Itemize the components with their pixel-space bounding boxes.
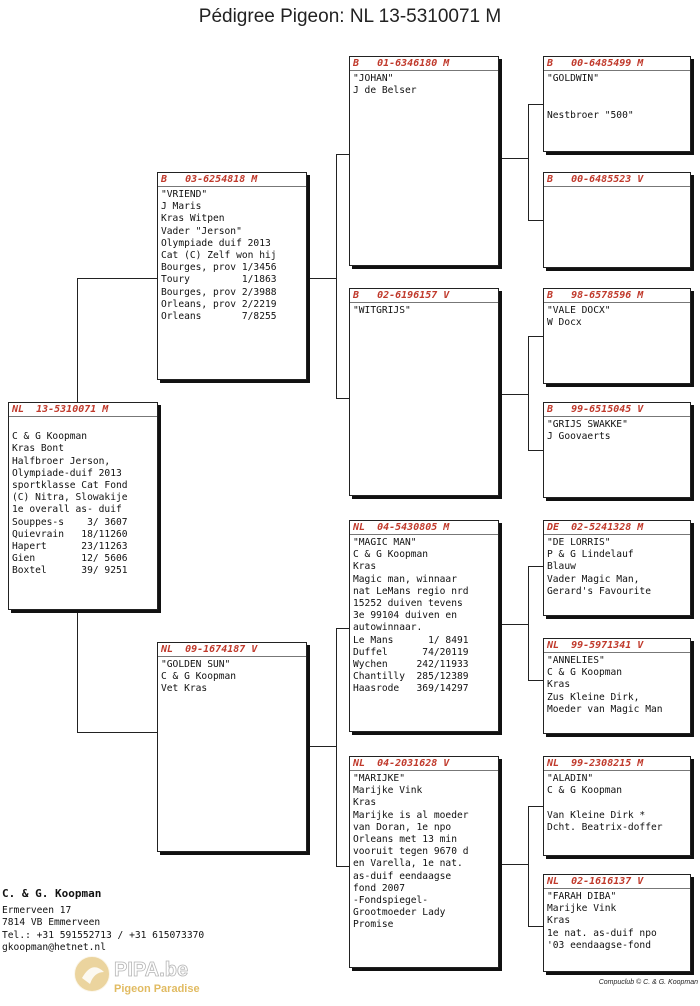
breeder-phone: Tel.: +31 591552713 / +31 615073370: [2, 929, 205, 941]
watermark-tagline: Pigeon Paradise: [114, 983, 200, 995]
pigeon-details: [158, 187, 306, 323]
pigeon-detail-line: "GOLDEN SUN": [161, 659, 231, 670]
pigeon-card-dam: [157, 642, 307, 852]
pigeon-detail-line: Haasrode 369/14297: [353, 683, 469, 695]
pigeon-detail-line: Souppes-s 3/ 3607: [12, 516, 128, 528]
pigeon-detail-line: "JOHAN": [353, 73, 394, 84]
pigeon-detail-line: Moeder van Magic Man: [547, 703, 663, 715]
connector: [528, 566, 543, 567]
pigeon-detail-line: 15252 duiven tevens: [353, 598, 463, 610]
pigeon-details: [544, 889, 690, 952]
pigeon-details: [350, 535, 498, 696]
pigeon-detail-line: autowinnaar.: [353, 622, 423, 634]
pigeon-card-ds-dam: [543, 638, 691, 734]
pigeon-detail-line: [547, 97, 687, 109]
pigeon-detail-line: "ANNELIES": [547, 655, 605, 666]
pigeon-detail-line: "WITGRIJS": [353, 305, 411, 316]
pigeon-detail-line: Boxtel 39/ 9251: [12, 565, 128, 577]
connector: [528, 566, 529, 680]
pigeon-detail-line: 3e 99104 duiven en: [353, 610, 457, 622]
pigeon-detail-line: Orleans 7/8255: [161, 311, 277, 323]
connector: [336, 398, 349, 399]
breeder-info: [2, 888, 204, 955]
pigeon-detail-line: nat LeMans regio nrd: [353, 585, 469, 597]
connector: [336, 628, 349, 629]
connector: [528, 104, 529, 220]
pigeon-details: [544, 303, 690, 329]
pigeon-detail-line: fond 2007: [353, 882, 405, 894]
pigeon-detail-line: Kras: [353, 561, 377, 573]
connector: [502, 624, 528, 625]
pigeon-detail-line: Wychen 242/11933: [353, 659, 469, 671]
pigeon-detail-line: 1e overall as- duif: [12, 504, 122, 516]
page-title: Pédigree Pigeon: NL 13-5310071 M: [198, 6, 502, 27]
connector: [309, 278, 336, 279]
pigeon-card-sd-dam: [543, 402, 691, 498]
pigeon-detail-line: Cat (C) Zelf won hij: [161, 250, 277, 262]
pigeon-detail-line: Marijke Vink: [547, 903, 617, 915]
pigeon-detail-line: Chantilly 285/12389: [353, 671, 469, 683]
connector: [77, 732, 157, 733]
pigeon-detail-line: sportklasse Cat Fond: [12, 480, 128, 492]
pigeon-detail-line: Grootmoeder Lady: [353, 907, 446, 919]
ring-number: B 02-6196157 V: [350, 289, 498, 303]
pigeon-detail-line: Gerard's Favourite: [547, 585, 651, 597]
ring-number: NL 04-5430805 M: [350, 521, 498, 535]
pigeon-detail-line: Halfbroer Jerson,: [12, 455, 111, 467]
connector: [528, 680, 543, 681]
connector: [77, 278, 78, 402]
pigeon-detail-line: (C) Nitra, Slowakije: [12, 492, 128, 504]
connector: [528, 336, 529, 450]
pigeon-card-ss-dam: [543, 172, 691, 268]
connector: [336, 628, 337, 866]
connector: [528, 336, 543, 337]
pigeon-detail-line: -Fondspiegel-: [353, 895, 429, 907]
pigeon-detail-line: Marijke is al moeder: [353, 809, 469, 821]
pigeon-details: [544, 71, 690, 122]
pigeon-detail-line: "GRIJS SWAKKE": [547, 419, 628, 430]
ring-number: NL 99-5971341 V: [544, 639, 690, 653]
pigeon-detail-line: '03 eendaagse-fond: [547, 939, 651, 951]
pigeon-detail-line: C & G Koopman: [353, 549, 429, 561]
pigeon-detail-line: Nestbroer "500": [547, 109, 634, 121]
pigeon-details: [544, 417, 690, 443]
connector: [502, 394, 528, 395]
pigeon-detail-line: Kras: [353, 797, 377, 809]
pigeon-card-sire-dam: [349, 288, 499, 496]
pigeon-details: [158, 657, 306, 696]
connector: [528, 220, 543, 221]
pigeon-card-sire: [157, 172, 307, 380]
pigeon-detail-line: Olympiade duif 2013: [161, 237, 271, 249]
pigeon-detail-line: Kras Bont: [12, 443, 64, 455]
pigeon-detail-line: Vader "Jerson": [161, 225, 242, 237]
pigeon-detail-line: Kras: [547, 915, 571, 927]
pigeon-card-subject: [8, 402, 158, 610]
breeder-city: 7814 VB Emmerveen: [2, 917, 101, 928]
watermark-brand: PIPA.be: [114, 959, 189, 981]
pigeon-detail-line: J Maris: [161, 201, 202, 213]
pigeon-card-dd-sire: [543, 756, 691, 856]
pigeon-detail-line: 1e nat. as-duif npo: [547, 927, 657, 939]
pigeon-detail-line: Quievrain 18/11260: [12, 528, 128, 540]
pigeon-details: [544, 535, 690, 598]
pigeon-details: [544, 771, 690, 834]
pigeon-detail-line: P & G Lindelauf: [547, 549, 634, 561]
pigeon-card-ds-sire: [543, 520, 691, 616]
pigeon-details: [350, 71, 498, 97]
pigeon-detail-line: Promise: [353, 919, 394, 931]
ring-number: NL 02-1616137 V: [544, 875, 690, 889]
pigeon-detail-line: van Doran, 1e npo: [353, 821, 452, 833]
pigeon-detail-line: "VALE DOCX": [547, 305, 611, 316]
pigeon-detail-line: en Varella, 1e nat.: [353, 858, 463, 870]
pigeon-detail-line: Kras Witpen: [161, 213, 225, 225]
connector: [528, 450, 543, 451]
pigeon-detail-line: Bourges, prov 1/3456: [161, 262, 277, 274]
pigeon-detail-line: Blauw: [547, 561, 576, 573]
ring-number: NL 09-1674187 V: [158, 643, 306, 657]
pigeon-detail-line: Vet Kras: [161, 683, 208, 695]
pigeon-detail-line: "ALADIN": [547, 773, 594, 784]
pigeon-detail-line: "VRIEND": [161, 189, 208, 200]
connector: [336, 154, 349, 155]
pigeon-detail-line: "MARIJKE": [353, 773, 405, 784]
pigeon-detail-line: Toury 1/1863: [161, 274, 277, 286]
connector: [528, 806, 529, 926]
pigeon-detail-line: "FARAH DIBA": [547, 891, 617, 902]
connector: [77, 278, 157, 279]
pigeon-details: [544, 653, 690, 716]
pigeon-detail-line: vooruit tegen 9670 d: [353, 846, 469, 858]
pigeon-detail-line: Orleans met 13 min: [353, 834, 457, 846]
pigeon-card-dam-dam: [349, 756, 499, 968]
pigeon-card-ss-sire: [543, 56, 691, 152]
pigeon-detail-line: Van Kleine Dirk *: [547, 809, 646, 821]
pipa-watermark-logo: [72, 946, 202, 1002]
pigeon-detail-line: C & G Koopman: [547, 667, 623, 679]
connector: [309, 746, 336, 747]
connector: [502, 158, 528, 159]
breeder-address: Ermerveen 17: [2, 904, 72, 916]
breeder-email: gkoopman@hetnet.nl: [2, 942, 106, 953]
pigeon-detail-line: Orleans, prov 2/2219: [161, 298, 277, 310]
pigeon-detail-line: Marijke Vink: [353, 785, 423, 797]
pigeon-detail-line: [547, 85, 687, 97]
pigeon-detail-line: W Docx: [547, 317, 582, 329]
ring-number: NL 04-2031628 V: [350, 757, 498, 771]
ring-number: B 99-6515045 V: [544, 403, 690, 417]
pigeon-details: [350, 771, 498, 932]
pigeon-detail-line: Magic man, winnaar: [353, 573, 457, 585]
ring-number: B 03-6254818 M: [158, 173, 306, 187]
software-credit: Compuclub © C. & G. Koopman: [598, 979, 698, 986]
pigeon-detail-line: Bourges, prov 2/3988: [161, 286, 277, 298]
pigeon-card-dam-sire: [349, 520, 499, 732]
pigeon-detail-line: "MAGIC MAN": [353, 537, 417, 548]
pigeon-detail-line: Olympiade-duif 2013: [12, 467, 122, 479]
pigeon-detail-line: J Goovaerts: [547, 431, 611, 443]
pigeon-detail-line: [12, 419, 154, 431]
pigeon-detail-line: Vader Magic Man,: [547, 573, 640, 585]
connector: [528, 926, 543, 927]
pigeon-detail-line: Duffel 74/20119: [353, 646, 469, 658]
pigeon-card-dd-dam: [543, 874, 691, 972]
pigeon-detail-line: Zus Kleine Dirk,: [547, 691, 640, 703]
breeder-name: C. & G. Koopman: [2, 887, 102, 900]
pigeon-detail-line: as-duif eendaagse: [353, 870, 452, 882]
ring-number: DE 02-5241328 M: [544, 521, 690, 535]
connector: [502, 864, 528, 865]
pigeon-detail-line: J de Belser: [353, 85, 417, 97]
pigeon-details: [9, 417, 157, 578]
pigeon-details: [544, 187, 690, 189]
pigeon-card-sd-sire: [543, 288, 691, 384]
pigeon-detail-line: C & G Koopman: [547, 785, 623, 797]
ring-number: B 00-6485499 M: [544, 57, 690, 71]
pigeon-details: [350, 303, 498, 317]
pigeon-detail-line: C & G Koopman: [161, 671, 237, 683]
ring-number: B 00-6485523 V: [544, 173, 690, 187]
ring-number: NL 99-2308215 M: [544, 757, 690, 771]
pigeon-detail-line: Hapert 23/11263: [12, 541, 128, 553]
ring-number: NL 13-5310071 M: [9, 403, 157, 417]
connector: [77, 610, 78, 732]
pigeon-detail-line: "DE LORRIS": [547, 537, 611, 548]
pigeon-detail-line: "GOLDWIN": [547, 73, 599, 84]
ring-number: B 01-6346180 M: [350, 57, 498, 71]
pigeon-detail-line: Le Mans 1/ 8491: [353, 634, 469, 646]
connector: [528, 104, 543, 105]
pigeon-detail-line: [547, 797, 687, 809]
ring-number: B 98-6578596 M: [544, 289, 690, 303]
connector: [336, 866, 349, 867]
connector: [336, 154, 337, 398]
pigeon-detail-line: C & G Koopman: [12, 431, 88, 443]
pigeon-detail-line: Gien 12/ 5606: [12, 553, 128, 565]
pigeon-detail-line: Dcht. Beatrix-doffer: [547, 821, 663, 833]
pigeon-detail-line: Kras: [547, 679, 571, 691]
connector: [528, 806, 543, 807]
pigeon-card-sire-sire: [349, 56, 499, 266]
